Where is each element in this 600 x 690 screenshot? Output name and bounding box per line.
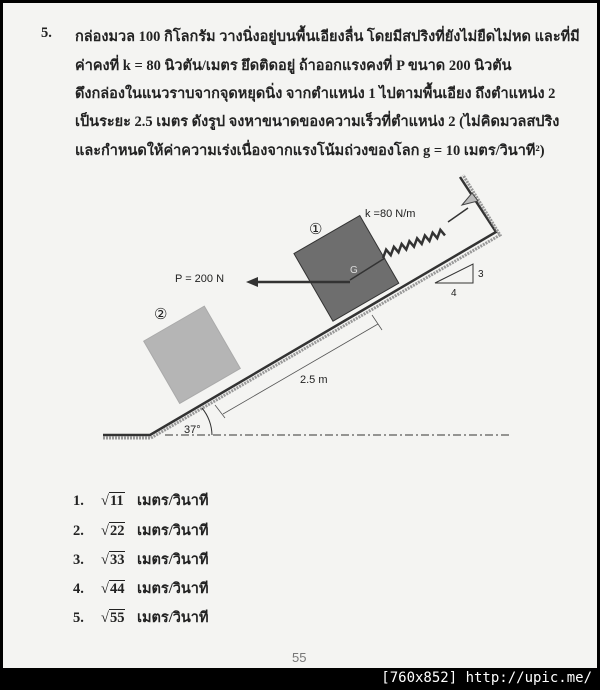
question-number: 5. [41, 25, 52, 41]
slope-run-label: 4 [451, 288, 457, 299]
spring-constant-label: k =80 N/m [365, 208, 416, 220]
image-host-footer: [760x852] http://upic.me/ [381, 670, 592, 686]
position-1-marker: ① [309, 221, 323, 238]
slope-rise-label: 3 [478, 269, 484, 280]
distance-label: 2.5 m [300, 374, 328, 386]
answer-option-2[interactable]: 2. √22 เมตร/วินาที [73, 523, 209, 539]
answer-option-4[interactable]: 4. √44 เมตร/วินาที [73, 581, 209, 597]
answer-option-3[interactable]: 3. √33 เมตร/วินาที [73, 552, 209, 568]
question-line: ค่าคงที่ k = 80 นิวตัน/เมตร ยึดติดอยู่ ถ้าออกแรงคงที่ P ขนาด 200 นิวตัน [75, 58, 512, 74]
answer-option-1[interactable]: 1. √11 เมตร/วินาที [73, 493, 209, 509]
position-2-marker: ② [154, 306, 168, 323]
angle-label: 37° [184, 424, 201, 436]
question-line: ดึงกล่องในแนวราบจากจุดหยุดนิ่ง จากตำแหน่ง 1 ไปตามพื้นเอียง ถึงตำแหน่ง 2 [75, 86, 556, 102]
page-number: 55 [292, 650, 307, 665]
angle-arc [202, 408, 212, 435]
question-line: เป็นระยะ 2.5 เมตร ดังรูป จงหาขนาดของความเร็วที่ตำแหน่ง 2 (ไม่คิดมวลสปริง [75, 114, 560, 130]
center-of-mass-label: G [350, 265, 358, 276]
question-line: และกำหนดให้ค่าความเร่งเนื่องจากแรงโน้มถ่วงของโลก g = 10 เมตร/วินาที²) [75, 143, 545, 159]
answer-option-5[interactable]: 5. √55 เมตร/วินาที [73, 610, 209, 626]
scanned-page [3, 3, 597, 668]
slope-triangle [435, 264, 473, 283]
spring [381, 229, 447, 258]
force-label: P = 200 N [175, 273, 225, 285]
question-line: กล่องมวล 100 กิโลกรัม วางนิ่งอยู่บนพื้นเอียงลื่น โดยมีสปริงที่ยังไม่ยืดไม่หด และที่มี [75, 29, 580, 45]
distance-dimension [223, 324, 378, 414]
